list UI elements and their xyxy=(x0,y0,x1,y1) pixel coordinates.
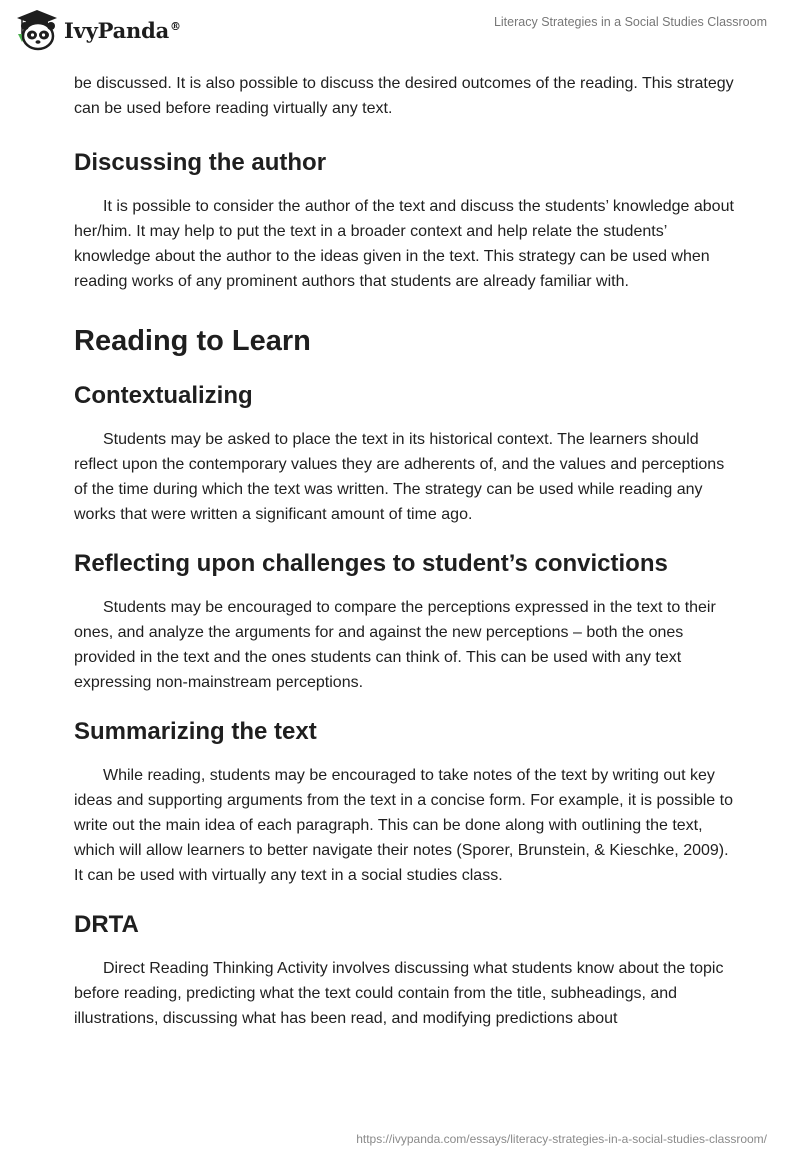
panda-logo-icon xyxy=(14,8,60,52)
ivypanda-logo[interactable] xyxy=(14,8,181,52)
heading-reading-to-learn: Reading to Learn xyxy=(74,325,311,357)
paragraph-discussing-author: It is possible to consider the author of the text and discuss the students’ knowledge about her/him. It may help to put the text in a broader context and help relate the students’ knowledge about the author to the ideas given in the text. This strategy can be used when reading works of any prominent authors that students are already familiar with. xyxy=(74,198,734,290)
essay-body xyxy=(74,71,734,1031)
heading-summarizing: Summarizing the text xyxy=(74,718,317,745)
heading-contextualizing: Contextualizing xyxy=(74,382,253,409)
heading-drta: DRTA xyxy=(74,911,139,938)
document-title: Literacy Strategies in a Social Studies Classroom xyxy=(493,15,767,29)
footer-url-link[interactable]: https://ivypanda.com/essays/literacy-strategies-in-a-social-studies-classroom/ xyxy=(356,1132,767,1146)
paragraph-drta: Direct Reading Thinking Activity involves discussing what students know about the topic before reading, predicting what the text could contain from the title, subheadings, and illustrations, discussing what has been read, and modifying predictions about xyxy=(74,960,724,1027)
paragraph-summarizing: While reading, students may be encouraged to take notes of the text by writing out key ideas and supporting arguments from the text in a concise form. For example, it is possible to write out the main idea of each paragraph. This can be done along with outlining the text, which will allow learners to better navigate their notes (Sporer, Brunstein, & Kieschke, 2009). It can be used with virtually any text in a social studies class. xyxy=(74,767,733,884)
heading-discussing-author: Discussing the author xyxy=(74,149,327,176)
heading-reflecting-challenges: Reflecting upon challenges to student’s convictions xyxy=(74,550,668,577)
page-header xyxy=(0,0,800,62)
intro-paragraph: be discussed. It is also possible to discuss the desired outcomes of the reading. This strategy can be used before reading virtually any text. xyxy=(74,75,734,117)
paragraph-reflecting-challenges: Students may be encouraged to compare the perceptions expressed in the text to their ones, and analyze the arguments for and against the new perceptions – both the ones provided in the text and the ones students can think of. This can be used with any text expressing non-mainstream perceptions. xyxy=(74,599,716,691)
logo-wordmark: IvyPanda® xyxy=(64,17,181,43)
paragraph-contextualizing: Students may be asked to place the text in its historical context. The learners should reflect upon the contemporary values they are adherents of, and the values and perceptions of the time during which the text was written. The strategy can be used while reading any works that were written a significant amount of time ago. xyxy=(74,431,725,523)
